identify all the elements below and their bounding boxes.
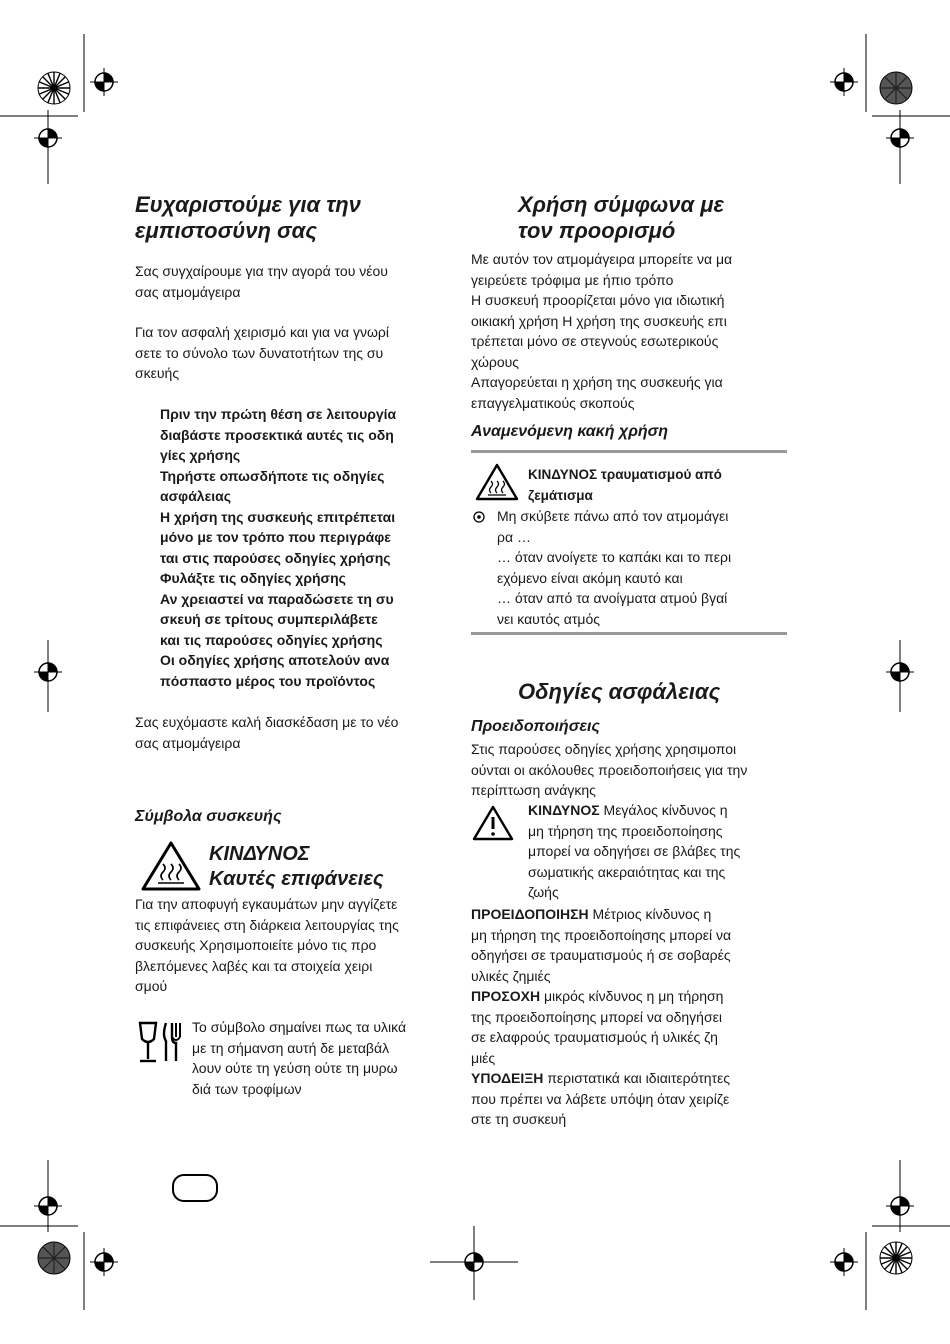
scald-warning-icon bbox=[474, 462, 520, 502]
note-label: ΥΠΟΔΕΙΞΗ bbox=[471, 1070, 544, 1086]
warnings-heading: Προειδοποιήσεις bbox=[471, 718, 600, 735]
caution-label: ΠΡΟΣΟΧΗ bbox=[471, 988, 541, 1004]
danger-description: Μεγάλος κίνδυνος η μη τήρηση της προειδοποίησης μπορεί να οδηγήσει σε βλάβες της σωματικής ακεραιότητας και της ζωής bbox=[528, 802, 741, 900]
hot-surface-warning-icon bbox=[140, 840, 202, 892]
general-warning-icon bbox=[471, 804, 515, 842]
caution-level-text bbox=[471, 986, 791, 1068]
note-level-text bbox=[471, 1068, 791, 1130]
intended-use-text: Με αυτόν τον ατμομάγειρα μπορείτε να μα γειρεύετε τρόφιμα με ήπιο τρόπο Η συσκευή προορίζεται μόνο για ιδιωτική οικιακή χρήση Η χρήση της συσκευής επι τρέπεται μόνο σε στεγνούς εσωτερικούς χώρους Απαγορεύεται η χρήση της συσκευής για επαγγελματικούς σκοπούς bbox=[471, 251, 733, 411]
intended-use-title: Χρήση σύμφωνα με τον προορισμό bbox=[518, 192, 725, 243]
intro-paragraph: Σας συγχαίρουμε για την αγορά του νέου σας ατμομάγειρα bbox=[135, 263, 388, 300]
sub-item-lid: … όταν ανοίγετε το καπάκι και το περι εχόμενο είναι ακόμη καυτό και bbox=[497, 549, 732, 586]
page-title-thanks: Ευχαριστούμε για την εμπιστοσύνη σας bbox=[135, 192, 361, 243]
bullet-text: Μη σκύβετε πάνω από τον ατμομάγει ρα … bbox=[497, 508, 729, 545]
danger-hot-surfaces-title: ΚΙΝΔΥΝΟΣ Καυτές επιφάνειες bbox=[209, 843, 384, 890]
bottom-rule bbox=[471, 632, 787, 635]
top-rule bbox=[471, 450, 787, 453]
warning-label: ΠΡΟΕΙΔΟΠΟΙΗΣΗ bbox=[471, 906, 589, 922]
safe-use-paragraph: Για τον ασφαλή χειρισμό και για να γνωρί σετε το σύνολο των δυνατοτήτων της συ σκευής bbox=[135, 324, 389, 381]
caution-description: μικρός κίνδυνος η μη τήρηση της προειδοποίησης μπορεί να οδηγήσει σε ελαφρούς τραυματισμούς ή υλικές ζη μιές bbox=[471, 988, 724, 1066]
sub-item-steam: … όταν από τα ανοίγματα ατμού βγαί νει καυτός ατμός bbox=[497, 590, 728, 627]
bullet-circle-icon bbox=[472, 510, 486, 524]
language-badge bbox=[172, 1174, 218, 1202]
safety-instructions-title: Οδηγίες ασφάλειας bbox=[518, 679, 721, 704]
warning-level-text bbox=[471, 904, 791, 986]
food-safe-text: Το σύμβολο σημαίνει πως τα υλικά με τη σήμανση αυτή δε μεταβάλ λουν ούτε τη γεύση ούτε τη μυρω διά των τροφίμων bbox=[192, 1019, 407, 1097]
expected-misuse-heading: Αναμενόμενη κακή χρήση bbox=[471, 423, 669, 440]
important-notices-block: Πριν την πρώτη θέση σε λειτουργία διαβάστε προσεκτικά αυτές τις οδη γίες χρήσης Τηρήστε οπωσδήποτε τις οδηγίες ασφάλειας Η χρήση της συσκευής επιτρέπεται μόνο με τον τρόπο που περιγράφε ται στις παρούσες οδηγίες χρήσης Φυλάξτε τις οδηγίες χρήσης Αν χρειαστεί να παραδώσετε τη συ σκευή σε τρίτους συμπεριλάβετε και τις παρούσες οδηγίες χρήσης Οι οδηγίες χρήσης αποτελούν ανα πόσπαστο μέρος του προϊόντος bbox=[160, 406, 397, 689]
misuse-bullet bbox=[471, 506, 787, 629]
warning-description: Μέτριος κίνδυνος η μη τήρηση της προειδοποίησης μπορεί να οδηγήσει σε τραυματισμούς ή σε σοβαρές υλικές ζημιές bbox=[471, 906, 732, 984]
note-description: περιστατικά και ιδιαιτερότητες που πρέπει να λάβετε υπόψη όταν χειρίζε στε τη συσκευή bbox=[471, 1070, 731, 1127]
symbols-heading: Σύμβολα συσκευής bbox=[135, 808, 282, 825]
danger-level-text bbox=[528, 800, 790, 903]
hot-surfaces-text: Για την αποφυγή εγκαυμάτων μην αγγίζετε τις επιφάνειες στη διάρκεια λειτουργίας της συσκευής Χρησιμοποιείτε μόνο τις προ βλεπόμενες λαβές και τα στοιχεία χειρι σμού bbox=[135, 896, 399, 994]
enjoy-paragraph: Σας ευχόμαστε καλή διασκέδαση με το νέο σας ατμομάγειρα bbox=[135, 714, 399, 751]
food-safe-icon bbox=[136, 1019, 186, 1067]
warnings-intro: Στις παρούσες οδηγίες χρήσης χρησιμοποι ούνται οι ακόλουθες προειδοποιήσεις για την περίπτωση ανάγκης bbox=[471, 741, 748, 798]
danger-label: ΚΙΝΔΥΝΟΣ bbox=[528, 802, 600, 818]
scald-danger-title: ΚΙΝΔΥΝΟΣ τραυματισμού από ζεμάτισμα bbox=[528, 467, 722, 503]
